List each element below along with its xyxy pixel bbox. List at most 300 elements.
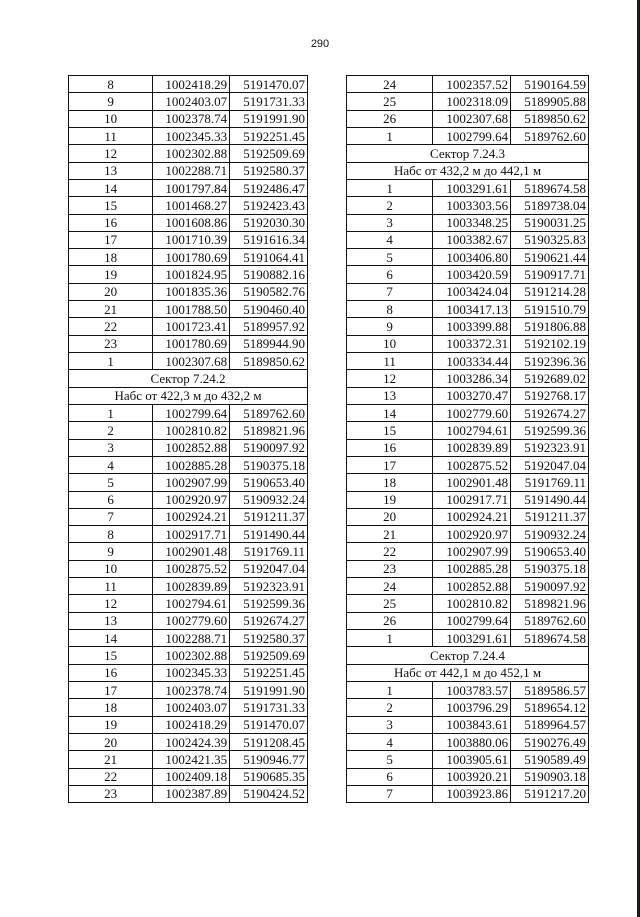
x-coordinate-cell: 1002318.09 bbox=[433, 93, 511, 110]
x-coordinate-cell: 1002799.64 bbox=[433, 612, 511, 629]
x-coordinate-cell: 1001824.95 bbox=[153, 266, 230, 283]
x-coordinate-cell: 1001780.69 bbox=[153, 249, 230, 266]
table-row bbox=[347, 630, 589, 647]
table-row bbox=[69, 197, 308, 214]
y-coordinate-cell: 5192251.45 bbox=[230, 127, 308, 144]
y-coordinate-cell: 5192323.91 bbox=[511, 439, 589, 456]
table-row bbox=[347, 612, 589, 629]
y-coordinate-cell: 5189762.60 bbox=[230, 404, 308, 421]
point-number-cell: 12 bbox=[347, 370, 433, 387]
table-row bbox=[347, 439, 589, 456]
point-number-cell: 8 bbox=[347, 301, 433, 318]
table-row bbox=[347, 266, 589, 283]
y-coordinate-cell: 5192599.36 bbox=[230, 595, 308, 612]
x-coordinate-cell: 1002409.18 bbox=[153, 768, 230, 785]
table-row bbox=[347, 578, 589, 595]
x-coordinate-cell: 1002357.52 bbox=[433, 76, 511, 93]
table-row bbox=[347, 387, 589, 404]
x-coordinate-cell: 1002907.99 bbox=[433, 543, 511, 560]
table-row bbox=[347, 370, 589, 387]
point-number-cell: 19 bbox=[347, 491, 433, 508]
y-coordinate-cell: 5189674.58 bbox=[511, 179, 589, 196]
y-coordinate-cell: 5190097.92 bbox=[511, 578, 589, 595]
table-row bbox=[347, 301, 589, 318]
y-coordinate-cell: 5191217.20 bbox=[511, 785, 589, 802]
y-coordinate-cell: 5189762.60 bbox=[511, 127, 589, 144]
y-coordinate-cell: 5192580.37 bbox=[230, 162, 308, 179]
table-row bbox=[347, 716, 589, 733]
x-coordinate-cell: 1002288.71 bbox=[153, 162, 230, 179]
y-coordinate-cell: 5189944.90 bbox=[230, 335, 308, 352]
y-coordinate-cell: 5191769.11 bbox=[511, 474, 589, 491]
x-coordinate-cell: 1002307.68 bbox=[433, 110, 511, 127]
x-coordinate-cell: 1002421.35 bbox=[153, 751, 230, 768]
x-coordinate-cell: 1002920.97 bbox=[153, 491, 230, 508]
point-number-cell: 10 bbox=[347, 335, 433, 352]
y-coordinate-cell: 5191510.79 bbox=[511, 301, 589, 318]
point-number-cell: 13 bbox=[69, 162, 153, 179]
y-coordinate-cell: 5191991.90 bbox=[230, 681, 308, 698]
x-coordinate-cell: 1002917.71 bbox=[433, 491, 511, 508]
point-number-cell: 20 bbox=[69, 283, 153, 300]
y-coordinate-cell: 5191064.41 bbox=[230, 249, 308, 266]
point-number-cell: 1 bbox=[347, 127, 433, 144]
table-row bbox=[69, 231, 308, 248]
point-number-cell: 1 bbox=[69, 353, 153, 370]
table-row bbox=[69, 491, 308, 508]
x-coordinate-cell: 1003303.56 bbox=[433, 197, 511, 214]
table-row bbox=[347, 526, 589, 543]
x-coordinate-cell: 1001468.27 bbox=[153, 197, 230, 214]
point-number-cell: 8 bbox=[69, 76, 153, 93]
sector-header: Сектор 7.24.2 bbox=[69, 370, 308, 387]
point-number-cell: 2 bbox=[347, 699, 433, 716]
point-number-cell: 17 bbox=[69, 681, 153, 698]
point-number-cell: 9 bbox=[347, 318, 433, 335]
point-number-cell: 12 bbox=[69, 145, 153, 162]
table-row bbox=[347, 249, 589, 266]
point-number-cell: 4 bbox=[347, 733, 433, 750]
point-number-cell: 3 bbox=[347, 214, 433, 231]
x-coordinate-cell: 1002875.52 bbox=[153, 560, 230, 577]
x-coordinate-cell: 1001710.39 bbox=[153, 231, 230, 248]
table-row bbox=[347, 179, 589, 196]
table-row bbox=[69, 110, 308, 127]
y-coordinate-cell: 5189762.60 bbox=[511, 612, 589, 629]
sector-header-row bbox=[347, 664, 589, 681]
x-coordinate-cell: 1002779.60 bbox=[153, 612, 230, 629]
x-coordinate-cell: 1002378.74 bbox=[153, 681, 230, 698]
x-coordinate-cell: 1003399.88 bbox=[433, 318, 511, 335]
x-coordinate-cell: 1002779.60 bbox=[433, 404, 511, 421]
table-row bbox=[347, 785, 589, 802]
point-number-cell: 6 bbox=[347, 768, 433, 785]
x-coordinate-cell: 1003270.47 bbox=[433, 387, 511, 404]
table-row bbox=[347, 318, 589, 335]
x-coordinate-cell: 1003291.61 bbox=[433, 179, 511, 196]
x-coordinate-cell: 1002799.64 bbox=[153, 404, 230, 421]
x-coordinate-cell: 1002418.29 bbox=[153, 716, 230, 733]
point-number-cell: 23 bbox=[69, 335, 153, 352]
x-coordinate-cell: 1003920.21 bbox=[433, 768, 511, 785]
point-number-cell: 10 bbox=[69, 560, 153, 577]
table-row bbox=[69, 93, 308, 110]
table-row bbox=[69, 716, 308, 733]
sector-header-row bbox=[69, 370, 308, 387]
y-coordinate-cell: 5189850.62 bbox=[511, 110, 589, 127]
table-row bbox=[69, 647, 308, 664]
y-coordinate-cell: 5190276.49 bbox=[511, 733, 589, 750]
x-coordinate-cell: 1003406.80 bbox=[433, 249, 511, 266]
point-number-cell: 22 bbox=[347, 543, 433, 560]
x-coordinate-cell: 1002924.21 bbox=[153, 508, 230, 525]
y-coordinate-cell: 5190653.40 bbox=[511, 543, 589, 560]
point-number-cell: 6 bbox=[347, 266, 433, 283]
table-row bbox=[69, 266, 308, 283]
point-number-cell: 8 bbox=[69, 526, 153, 543]
point-number-cell: 22 bbox=[69, 318, 153, 335]
y-coordinate-cell: 5189738.04 bbox=[511, 197, 589, 214]
point-number-cell: 18 bbox=[69, 249, 153, 266]
point-number-cell: 15 bbox=[347, 422, 433, 439]
point-number-cell: 6 bbox=[69, 491, 153, 508]
table-row bbox=[347, 197, 589, 214]
y-coordinate-cell: 5190582.76 bbox=[230, 283, 308, 300]
table-row bbox=[69, 578, 308, 595]
table-row bbox=[69, 422, 308, 439]
y-coordinate-cell: 5192580.37 bbox=[230, 630, 308, 647]
y-coordinate-cell: 5189654.12 bbox=[511, 699, 589, 716]
x-coordinate-cell: 1002907.99 bbox=[153, 474, 230, 491]
table-row bbox=[69, 508, 308, 525]
y-coordinate-cell: 5190932.24 bbox=[511, 526, 589, 543]
x-coordinate-cell: 1002810.82 bbox=[433, 595, 511, 612]
y-coordinate-cell: 5192030.30 bbox=[230, 214, 308, 231]
x-coordinate-cell: 1002810.82 bbox=[153, 422, 230, 439]
x-coordinate-cell: 1001835.36 bbox=[153, 283, 230, 300]
y-coordinate-cell: 5189674.58 bbox=[511, 630, 589, 647]
point-number-cell: 1 bbox=[347, 630, 433, 647]
point-number-cell: 21 bbox=[69, 751, 153, 768]
x-coordinate-cell: 1003348.25 bbox=[433, 214, 511, 231]
y-coordinate-cell: 5191731.33 bbox=[230, 699, 308, 716]
x-coordinate-cell: 1003382.67 bbox=[433, 231, 511, 248]
point-number-cell: 21 bbox=[347, 526, 433, 543]
point-number-cell: 10 bbox=[69, 110, 153, 127]
y-coordinate-cell: 5191490.44 bbox=[511, 491, 589, 508]
x-coordinate-cell: 1002403.07 bbox=[153, 93, 230, 110]
table-row bbox=[69, 76, 308, 93]
y-coordinate-cell: 5192047.04 bbox=[511, 456, 589, 473]
y-coordinate-cell: 5190621.44 bbox=[511, 249, 589, 266]
table-row bbox=[69, 179, 308, 196]
point-number-cell: 11 bbox=[69, 127, 153, 144]
y-coordinate-cell: 5191208.45 bbox=[230, 733, 308, 750]
y-coordinate-cell: 5191470.07 bbox=[230, 76, 308, 93]
y-coordinate-cell: 5189964.57 bbox=[511, 716, 589, 733]
y-coordinate-cell: 5192323.91 bbox=[230, 578, 308, 595]
y-coordinate-cell: 5191490.44 bbox=[230, 526, 308, 543]
y-coordinate-cell: 5191211.37 bbox=[511, 508, 589, 525]
point-number-cell: 16 bbox=[69, 214, 153, 231]
point-number-cell: 11 bbox=[347, 353, 433, 370]
point-number-cell: 14 bbox=[69, 179, 153, 196]
point-number-cell: 22 bbox=[69, 768, 153, 785]
y-coordinate-cell: 5192102.19 bbox=[511, 335, 589, 352]
x-coordinate-cell: 1002302.88 bbox=[153, 145, 230, 162]
table-row bbox=[69, 664, 308, 681]
table-row bbox=[69, 699, 308, 716]
x-coordinate-cell: 1002924.21 bbox=[433, 508, 511, 525]
table-row bbox=[347, 474, 589, 491]
y-coordinate-cell: 5191211.37 bbox=[230, 508, 308, 525]
point-number-cell: 15 bbox=[69, 197, 153, 214]
table-row bbox=[69, 612, 308, 629]
point-number-cell: 4 bbox=[347, 231, 433, 248]
y-coordinate-cell: 5191470.07 bbox=[230, 716, 308, 733]
x-coordinate-cell: 1003796.29 bbox=[433, 699, 511, 716]
point-number-cell: 18 bbox=[69, 699, 153, 716]
point-number-cell: 11 bbox=[69, 578, 153, 595]
y-coordinate-cell: 5189905.88 bbox=[511, 93, 589, 110]
table-row bbox=[69, 162, 308, 179]
y-coordinate-cell: 5192674.27 bbox=[511, 404, 589, 421]
x-coordinate-cell: 1002885.28 bbox=[433, 560, 511, 577]
table-row bbox=[69, 681, 308, 698]
y-coordinate-cell: 5189957.92 bbox=[230, 318, 308, 335]
point-number-cell: 9 bbox=[69, 93, 153, 110]
table-row bbox=[347, 508, 589, 525]
table-row bbox=[347, 456, 589, 473]
table-row bbox=[69, 785, 308, 802]
table-row bbox=[347, 733, 589, 750]
table-row bbox=[69, 733, 308, 750]
sector-header-row bbox=[347, 162, 589, 179]
table-row bbox=[347, 751, 589, 768]
table-row bbox=[69, 404, 308, 421]
x-coordinate-cell: 1002875.52 bbox=[433, 456, 511, 473]
y-coordinate-cell: 5190653.40 bbox=[230, 474, 308, 491]
point-number-cell: 23 bbox=[69, 785, 153, 802]
table-row bbox=[347, 93, 589, 110]
x-coordinate-cell: 1001723.41 bbox=[153, 318, 230, 335]
table-row bbox=[347, 404, 589, 421]
x-coordinate-cell: 1001608.86 bbox=[153, 214, 230, 231]
x-coordinate-cell: 1003286.34 bbox=[433, 370, 511, 387]
y-coordinate-cell: 5190375.18 bbox=[511, 560, 589, 577]
coordinates-table-right bbox=[346, 75, 589, 803]
x-coordinate-cell: 1002839.89 bbox=[153, 578, 230, 595]
x-coordinate-cell: 1003923.86 bbox=[433, 785, 511, 802]
table-row bbox=[347, 560, 589, 577]
y-coordinate-cell: 5192047.04 bbox=[230, 560, 308, 577]
x-coordinate-cell: 1002839.89 bbox=[433, 439, 511, 456]
table-row bbox=[69, 595, 308, 612]
point-number-cell: 23 bbox=[347, 560, 433, 577]
coordinates-table-left bbox=[68, 75, 308, 803]
y-coordinate-cell: 5191616.34 bbox=[230, 231, 308, 248]
y-coordinate-cell: 5192251.45 bbox=[230, 664, 308, 681]
table-row bbox=[347, 422, 589, 439]
y-coordinate-cell: 5189821.96 bbox=[511, 595, 589, 612]
sector-header: Набс от 422,3 м до 432,2 м bbox=[69, 387, 308, 404]
x-coordinate-cell: 1001780.69 bbox=[153, 335, 230, 352]
point-number-cell: 16 bbox=[69, 664, 153, 681]
x-coordinate-cell: 1001797.84 bbox=[153, 179, 230, 196]
y-coordinate-cell: 5191731.33 bbox=[230, 93, 308, 110]
sector-header: Набс от 432,2 м до 442,1 м bbox=[347, 162, 589, 179]
table-row bbox=[69, 630, 308, 647]
y-coordinate-cell: 5192599.36 bbox=[511, 422, 589, 439]
point-number-cell: 25 bbox=[347, 595, 433, 612]
y-coordinate-cell: 5190882.16 bbox=[230, 266, 308, 283]
point-number-cell: 20 bbox=[347, 508, 433, 525]
point-number-cell: 14 bbox=[347, 404, 433, 421]
table-row bbox=[347, 543, 589, 560]
x-coordinate-cell: 1002345.33 bbox=[153, 127, 230, 144]
x-coordinate-cell: 1002794.61 bbox=[433, 422, 511, 439]
x-coordinate-cell: 1002794.61 bbox=[153, 595, 230, 612]
y-coordinate-cell: 5189586.57 bbox=[511, 681, 589, 698]
table-row bbox=[347, 214, 589, 231]
table-row bbox=[69, 768, 308, 785]
y-coordinate-cell: 5192509.69 bbox=[230, 647, 308, 664]
y-coordinate-cell: 5192396.36 bbox=[511, 353, 589, 370]
x-coordinate-cell: 1003291.61 bbox=[433, 630, 511, 647]
sector-header: Сектор 7.24.4 bbox=[347, 647, 589, 664]
y-coordinate-cell: 5189821.96 bbox=[230, 422, 308, 439]
x-coordinate-cell: 1003843.61 bbox=[433, 716, 511, 733]
y-coordinate-cell: 5190375.18 bbox=[230, 456, 308, 473]
table-row bbox=[69, 526, 308, 543]
point-number-cell: 19 bbox=[69, 716, 153, 733]
table-row bbox=[69, 249, 308, 266]
y-coordinate-cell: 5190685.35 bbox=[230, 768, 308, 785]
x-coordinate-cell: 1002917.71 bbox=[153, 526, 230, 543]
y-coordinate-cell: 5192509.69 bbox=[230, 145, 308, 162]
point-number-cell: 20 bbox=[69, 733, 153, 750]
x-coordinate-cell: 1002418.29 bbox=[153, 76, 230, 93]
point-number-cell: 7 bbox=[69, 508, 153, 525]
x-coordinate-cell: 1003905.61 bbox=[433, 751, 511, 768]
y-coordinate-cell: 5190424.52 bbox=[230, 785, 308, 802]
table-row bbox=[347, 699, 589, 716]
y-coordinate-cell: 5190903.18 bbox=[511, 768, 589, 785]
point-number-cell: 14 bbox=[69, 630, 153, 647]
table-row bbox=[347, 491, 589, 508]
x-coordinate-cell: 1002378.74 bbox=[153, 110, 230, 127]
x-coordinate-cell: 1002403.07 bbox=[153, 699, 230, 716]
y-coordinate-cell: 5190031.25 bbox=[511, 214, 589, 231]
x-coordinate-cell: 1002799.64 bbox=[433, 127, 511, 144]
table-row bbox=[69, 353, 308, 370]
point-number-cell: 5 bbox=[347, 751, 433, 768]
table-row bbox=[69, 751, 308, 768]
x-coordinate-cell: 1002901.48 bbox=[433, 474, 511, 491]
x-coordinate-cell: 1003334.44 bbox=[433, 353, 511, 370]
point-number-cell: 1 bbox=[347, 681, 433, 698]
point-number-cell: 5 bbox=[347, 249, 433, 266]
x-coordinate-cell: 1002302.88 bbox=[153, 647, 230, 664]
y-coordinate-cell: 5190946.77 bbox=[230, 751, 308, 768]
sector-header: Сектор 7.24.3 bbox=[347, 145, 589, 162]
y-coordinate-cell: 5190164.59 bbox=[511, 76, 589, 93]
table-row bbox=[347, 681, 589, 698]
y-coordinate-cell: 5190097.92 bbox=[230, 439, 308, 456]
table-row bbox=[69, 283, 308, 300]
point-number-cell: 13 bbox=[347, 387, 433, 404]
table-row bbox=[347, 231, 589, 248]
y-coordinate-cell: 5192674.27 bbox=[230, 612, 308, 629]
point-number-cell: 26 bbox=[347, 110, 433, 127]
table-row bbox=[69, 145, 308, 162]
x-coordinate-cell: 1002885.28 bbox=[153, 456, 230, 473]
x-coordinate-cell: 1003880.06 bbox=[433, 733, 511, 750]
table-row bbox=[347, 768, 589, 785]
point-number-cell: 7 bbox=[347, 283, 433, 300]
y-coordinate-cell: 5192689.02 bbox=[511, 370, 589, 387]
point-number-cell: 7 bbox=[347, 785, 433, 802]
sector-header: Набс от 442,1 м до 452,1 м bbox=[347, 664, 589, 681]
x-coordinate-cell: 1003417.13 bbox=[433, 301, 511, 318]
y-coordinate-cell: 5191991.90 bbox=[230, 110, 308, 127]
sector-header-row bbox=[69, 387, 308, 404]
point-number-cell: 9 bbox=[69, 543, 153, 560]
point-number-cell: 19 bbox=[69, 266, 153, 283]
x-coordinate-cell: 1003783.57 bbox=[433, 681, 511, 698]
x-coordinate-cell: 1002387.89 bbox=[153, 785, 230, 802]
table-row bbox=[347, 595, 589, 612]
point-number-cell: 5 bbox=[69, 474, 153, 491]
point-number-cell: 12 bbox=[69, 595, 153, 612]
point-number-cell: 3 bbox=[347, 716, 433, 733]
y-coordinate-cell: 5190589.49 bbox=[511, 751, 589, 768]
x-coordinate-cell: 1002920.97 bbox=[433, 526, 511, 543]
table-row bbox=[347, 110, 589, 127]
point-number-cell: 26 bbox=[347, 612, 433, 629]
y-coordinate-cell: 5192768.17 bbox=[511, 387, 589, 404]
point-number-cell: 16 bbox=[347, 439, 433, 456]
point-number-cell: 2 bbox=[347, 197, 433, 214]
table-row bbox=[347, 335, 589, 352]
x-coordinate-cell: 1002852.88 bbox=[433, 578, 511, 595]
table-row bbox=[347, 127, 589, 144]
x-coordinate-cell: 1002424.39 bbox=[153, 733, 230, 750]
y-coordinate-cell: 5192423.43 bbox=[230, 197, 308, 214]
table-row bbox=[69, 301, 308, 318]
point-number-cell: 17 bbox=[347, 456, 433, 473]
table-row bbox=[347, 76, 589, 93]
point-number-cell: 4 bbox=[69, 456, 153, 473]
table-row bbox=[69, 456, 308, 473]
y-coordinate-cell: 5191769.11 bbox=[230, 543, 308, 560]
point-number-cell: 15 bbox=[69, 647, 153, 664]
table-row bbox=[347, 353, 589, 370]
y-coordinate-cell: 5191806.88 bbox=[511, 318, 589, 335]
x-coordinate-cell: 1002852.88 bbox=[153, 439, 230, 456]
table-row bbox=[69, 560, 308, 577]
x-coordinate-cell: 1002307.68 bbox=[153, 353, 230, 370]
table-row bbox=[69, 543, 308, 560]
point-number-cell: 21 bbox=[69, 301, 153, 318]
x-coordinate-cell: 1003372.31 bbox=[433, 335, 511, 352]
point-number-cell: 18 bbox=[347, 474, 433, 491]
y-coordinate-cell: 5190460.40 bbox=[230, 301, 308, 318]
y-coordinate-cell: 5189850.62 bbox=[230, 353, 308, 370]
x-coordinate-cell: 1002901.48 bbox=[153, 543, 230, 560]
y-coordinate-cell: 5190325.83 bbox=[511, 231, 589, 248]
table-row bbox=[69, 335, 308, 352]
